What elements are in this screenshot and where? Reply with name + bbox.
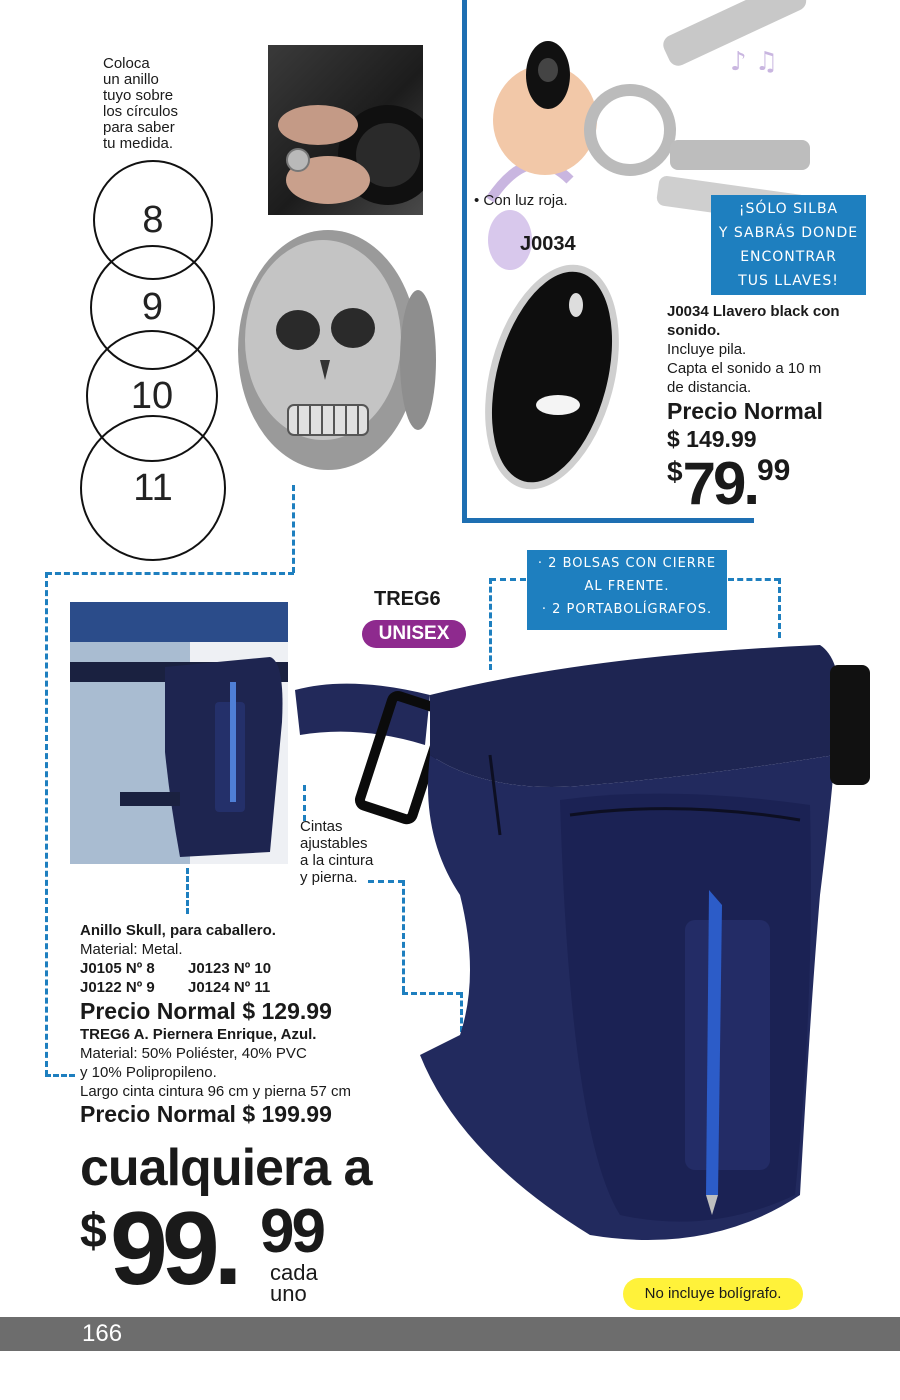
- keychain-line-2: Capta el sonido a 10 m: [667, 360, 822, 377]
- ring-size-circle-8: 8: [93, 160, 213, 280]
- leader-features-right-down: [778, 578, 781, 638]
- ring-size-instruction: Coloca un anillo tuyo sobre los círculos para saber tu medida.: [103, 55, 179, 152]
- keychain-regular-price: $ 149.99: [667, 426, 757, 452]
- keychain-sale-whole: 79.: [682, 450, 757, 517]
- keychain-sale-cents: 99: [757, 454, 791, 487]
- bag-features-box: · 2 BOLSAS CON CIERRE AL FRENTE. · 2 PORTABOLÍGRAFOS.: [527, 550, 727, 630]
- red-light-note: • Con luz roja.: [474, 192, 568, 209]
- leader-ring-across: [46, 572, 294, 575]
- keychain-title: J0034 Llavero black con sonido.: [667, 303, 840, 339]
- straps-note: Cintas ajustables a la cintura y pierna.: [300, 818, 374, 886]
- bag-product-details: [80, 1025, 410, 1101]
- skull-ring-image: [228, 220, 443, 482]
- shared-offer-price: [80, 1191, 360, 1314]
- keychain-code-label: J0034: [520, 233, 576, 255]
- shared-offer-headline: cualquiera a: [80, 1139, 372, 1197]
- keychain-line-1: Incluye pila.: [667, 341, 747, 358]
- bag-worn-photo: [70, 602, 288, 864]
- keychain-line-3: de distancia.: [667, 379, 752, 396]
- keychain-sale-price: [667, 450, 790, 520]
- ring-size-circle-10: 10: [86, 330, 218, 462]
- page-number: 166: [82, 1320, 123, 1347]
- keychain-sale-currency: $: [667, 456, 683, 487]
- ring-worn-photo: [268, 45, 423, 215]
- leader-features-left: [490, 578, 526, 581]
- ring-product-details: [80, 921, 400, 997]
- ring-regular-price: Precio Normal $ 129.99: [80, 998, 332, 1024]
- page-footer-bar: [0, 1317, 900, 1351]
- no-pen-note: No incluye bolígrafo.: [623, 1278, 803, 1310]
- leader-features-right: [728, 578, 780, 581]
- bag-product-material-1: Material: 50% Poliéster, 40% PVC: [80, 1045, 307, 1062]
- whistle-promo-box: ¡SÓLO SILBA Y SABRÁS DONDE ENCONTRAR TUS LLAVES!: [711, 195, 866, 295]
- leader-ring-down: [292, 485, 295, 573]
- bag-code-label: TREG6: [374, 588, 441, 610]
- ring-size-circle-9: 9: [90, 245, 215, 370]
- shared-offer-cents: 99: [260, 1197, 323, 1266]
- bag-regular-price: Precio Normal $ 199.99: [80, 1101, 332, 1127]
- ring-codes-row-2: J0122 Nº 9 J0124 Nº 11: [80, 979, 271, 996]
- keychain-whistle-image: [480, 255, 625, 495]
- bag-product-dims: Largo cinta cintura 96 cm y pierna 57 cm: [80, 1083, 351, 1100]
- leader-left-bottom: [45, 1074, 75, 1077]
- unisex-badge: UNISEX: [362, 620, 466, 648]
- shared-offer-each: cada uno: [270, 1260, 318, 1306]
- ring-codes-row-1: J0105 Nº 8 J0123 Nº 10: [80, 960, 272, 977]
- bag-product-title: TREG6 A. Piernera Enrique, Azul.: [80, 1026, 317, 1043]
- leader-photo-down: [186, 868, 189, 914]
- keychain-frame-left: [462, 0, 467, 523]
- ring-product-material: Material: Metal.: [80, 941, 183, 958]
- ring-size-circle-11: 11: [80, 415, 226, 561]
- keychain-regular-label: Precio Normal: [667, 398, 823, 424]
- ring-product-title: Anillo Skull, para caballero.: [80, 922, 276, 939]
- shared-offer-currency: $: [80, 1205, 107, 1258]
- leader-left-side: [45, 572, 48, 1076]
- bag-product-material-2: y 10% Polipropileno.: [80, 1064, 217, 1081]
- shared-offer-whole: 99.: [110, 1191, 237, 1307]
- svg-text:♪ ♫: ♪ ♫: [730, 47, 779, 77]
- keychain-description: [667, 302, 877, 397]
